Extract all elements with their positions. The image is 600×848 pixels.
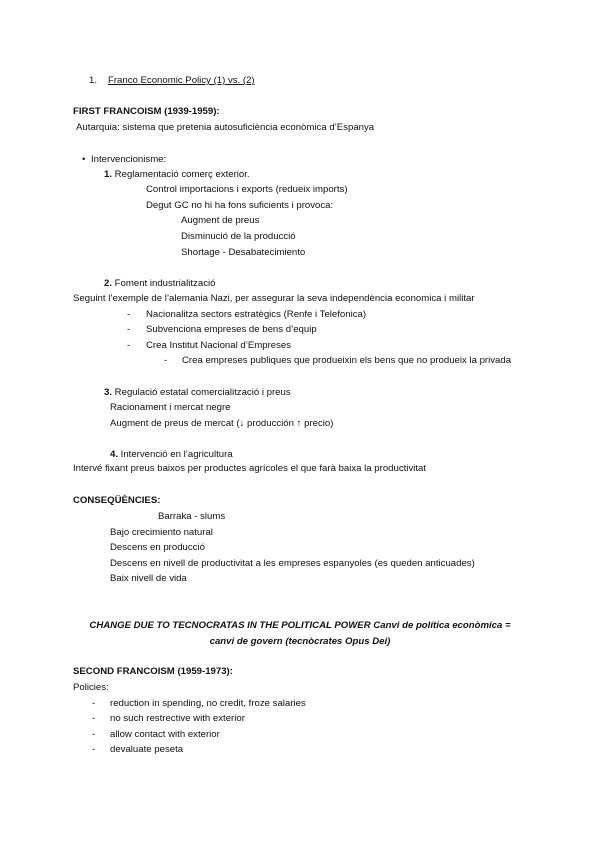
- barraka-text: Barraka - slums: [158, 511, 226, 522]
- first-francoism-heading: FIRST FRANCOISM (1939-1959):: [73, 106, 220, 117]
- consequencies-heading: CONSEQÜÈNCIES:: [73, 495, 161, 506]
- control-text: Control importacions i exports (redueix imports): [146, 184, 348, 195]
- policy-item: no such restrective with exterior: [110, 713, 245, 724]
- consequence-item: Bajo crecimiento natural: [110, 527, 213, 538]
- interve-text: Intervé fixant preus baixos per productes agrícoles el que farà baixa la productivitat: [73, 463, 427, 474]
- bullet-icon: •: [82, 154, 86, 165]
- policy-item: reduction in spending, no credit, froze salaries: [110, 698, 306, 709]
- disminucio-text: Disminució de la producció: [181, 231, 296, 242]
- degut-text: Degut GC no hi ha fons suficients i provoca:: [146, 200, 334, 211]
- title-number: 1.: [89, 75, 98, 86]
- dash-icon: -: [127, 340, 131, 351]
- change-line-2: canvi de govern (tecnòcrates Opus Dei): [209, 636, 391, 647]
- sub2-nested-item: Crea empreses publiques que produeixin els bens que no produeix la privada: [182, 355, 512, 366]
- page-title: Franco Economic Policy (1) vs. (2): [108, 75, 255, 86]
- dash-icon: -: [127, 324, 131, 335]
- item3-number: 3.: [104, 387, 113, 398]
- shortage-text: Shortage - Desabatecimiento: [181, 247, 306, 258]
- sub2-item: Nacionalitza sectors estratègics (Renfe i Telefonica): [146, 309, 367, 320]
- dash-icon: -: [92, 698, 96, 709]
- intervencionismo-label: Intervencionisme:: [91, 154, 167, 165]
- item1-text: Reglamentació comerç exterior.: [112, 169, 250, 180]
- dash-icon: -: [92, 729, 96, 740]
- policy-item: devaluate peseta: [110, 744, 184, 755]
- dash-icon: -: [127, 309, 131, 320]
- dash-icon: -: [92, 744, 96, 755]
- consequence-item: Descens en nivell de productivitat a les empreses espanyoles (es queden anticuades): [110, 558, 475, 569]
- item1-number: 1.: [104, 169, 113, 180]
- policy-item: allow contact with exterior: [110, 729, 220, 740]
- dash-icon: -: [164, 355, 168, 366]
- augment-text: Augment de preus: [181, 215, 260, 226]
- change-line-1: CHANGE DUE TO TECNOCRATAS IN THE POLITICAL POWER Canvi de política econòmica =: [89, 620, 511, 631]
- item2-number: 2.: [104, 278, 113, 289]
- sub2-item: Crea Institut Nacional d’Empreses: [146, 340, 292, 351]
- consequence-item: Descens en producció: [110, 542, 205, 553]
- racionament-text: Racionament i mercat negre: [110, 402, 231, 413]
- item4-text: Intervenció en l’agricultura: [118, 449, 233, 460]
- augment-mercat-text: Augment de preus de mercat (↓ producción ↑ precio): [110, 418, 334, 429]
- item2-text: Foment industrialització: [112, 278, 216, 289]
- consequence-item: Baix nivell de vida: [110, 573, 187, 584]
- second-francoism-heading: SECOND FRANCOISM (1959-1973):: [73, 666, 233, 677]
- item3-text: Regulació estatal comercialització i preus: [112, 387, 291, 398]
- autarquia-text: Autarquia: sistema que pretenia autosuficiència econòmica d’Espanya: [76, 122, 375, 133]
- seguint-text: Seguint l’exemple de l’alemania Nazi, per assegurar la seva independència economica i militar: [73, 293, 475, 304]
- dash-icon: -: [92, 713, 96, 724]
- policies-label: Policies:: [73, 682, 109, 693]
- item4-number: 4.: [110, 449, 119, 460]
- sub2-item: Subvenciona empreses de bens d’equip: [146, 324, 317, 335]
